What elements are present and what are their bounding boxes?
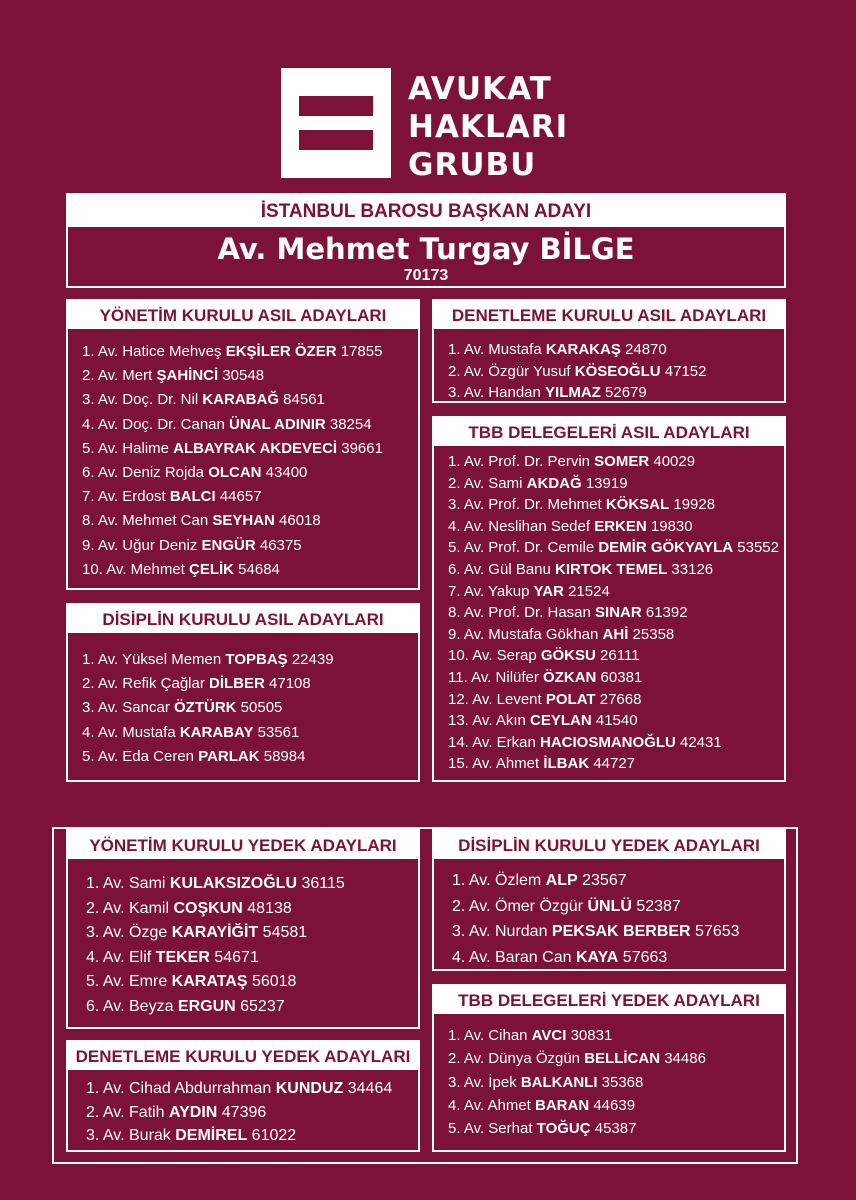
candidate-number: 27668 — [595, 690, 642, 708]
candidate-surname: ÇELİK — [189, 560, 234, 578]
candidate-surname: BARAN — [535, 1096, 590, 1114]
candidate-surname: ERGUN — [177, 997, 236, 1015]
panel-yonetim-asil — [66, 299, 420, 590]
candidate-number: 44657 — [215, 488, 262, 506]
list-item — [82, 364, 418, 388]
candidate-number: 40029 — [649, 453, 696, 470]
candidate-surname: SEYHAN — [212, 512, 275, 530]
candidate-prefix: 5. Av. Eda Ceren — [82, 747, 199, 765]
candidate-number: 47152 — [660, 362, 707, 380]
candidate-number: 57653 — [690, 923, 740, 940]
candidate-surname: ÜNLÜ — [587, 897, 632, 915]
candidate-number: 61022 — [247, 1127, 297, 1144]
candidate-prefix: 2. Av. Kamil — [86, 899, 174, 917]
candidate-surname: KIRTOK TEMEL — [555, 560, 668, 578]
list-item — [448, 1117, 784, 1140]
candidate-number: 21524 — [563, 582, 610, 600]
list-item — [86, 1101, 418, 1125]
panel-title: DİSİPLİN KURULU ASIL ADAYLARI — [68, 605, 418, 633]
candidate-surname: ALP — [545, 872, 578, 889]
candidate-surname: TOĞUÇ — [536, 1120, 591, 1138]
candidate-prefix: 6. Av. Deniz Rojda — [82, 464, 209, 482]
panel-title: YÖNETİM KURULU YEDEK ADAYLARI — [68, 831, 418, 859]
candidate-prefix: 7. Av. Yakup — [448, 582, 534, 600]
candidate-prefix: 1. Av. Sami — [86, 875, 170, 892]
panel-title: TBB DELEGELERİ ASIL ADAYLARI — [434, 418, 784, 446]
candidate-number: 44727 — [589, 755, 636, 773]
logo-line: GRUBU — [408, 147, 537, 183]
candidate-number: 47108 — [264, 675, 311, 693]
list-item — [82, 509, 418, 533]
candidate-surname: ALBAYRAK AKDEVECİ — [173, 439, 338, 457]
candidate-surname: KUNDUZ — [275, 1080, 344, 1097]
candidate-number: 25358 — [628, 625, 675, 643]
candidate-surname: KÖKSAL — [605, 496, 670, 514]
candidate-surname: AYDIN — [169, 1103, 218, 1121]
candidate-prefix: 3. Av. Özge — [86, 924, 172, 941]
candidate-number: 47396 — [217, 1103, 267, 1121]
list-item — [86, 1077, 418, 1101]
candidate-surname: ENGÜR — [201, 536, 256, 554]
candidate-prefix: 4. Av. Mustafa — [82, 723, 180, 741]
logo-line: AVUKAT — [408, 71, 552, 107]
candidate-number: 39661 — [337, 439, 383, 457]
candidate-prefix: 10. Av. Serap — [448, 647, 541, 665]
candidate-prefix: 1. Av. Cihad Abdurrahman — [86, 1080, 276, 1097]
candidate-surname: AHİ — [602, 625, 629, 643]
candidate-surname: AKDAĞ — [526, 474, 582, 492]
list-item — [448, 753, 784, 775]
logo-bar-top — [299, 96, 373, 116]
candidate-number: 54684 — [234, 560, 280, 578]
panel-yonetim-yedek — [66, 829, 420, 1029]
candidate-surname: DEMİREL — [175, 1127, 248, 1144]
candidate-number: 54581 — [258, 924, 308, 941]
panel-title: DENETLEME KURULU ASIL ADAYLARI — [434, 301, 784, 329]
candidate-prefix: 5. Av. Emre — [86, 973, 172, 990]
list-item — [448, 645, 784, 667]
list-item — [86, 995, 418, 1020]
candidate-prefix: 4. Av. Ahmet — [448, 1096, 535, 1114]
candidate-surname: KAYA — [575, 948, 619, 966]
list-item — [448, 732, 784, 754]
candidate-surname: COŞKUN — [173, 899, 243, 917]
candidate-prefix: 7. Av. Erdost — [82, 488, 170, 506]
logo-mark — [281, 68, 391, 178]
candidate-prefix: 14. Av. Erkan — [448, 733, 540, 751]
candidate-number: 38254 — [325, 415, 372, 433]
candidate-surname: KULAKSIZOĞLU — [169, 875, 297, 892]
candidate-number: 19928 — [669, 496, 716, 514]
candidate-prefix: 2. Av. Refik Çağlar — [82, 675, 210, 693]
candidate-surname: YILMAZ — [545, 384, 601, 401]
list-item — [82, 461, 418, 485]
candidate-number: 24870 — [620, 341, 667, 358]
candidate-prefix: 3. Av. İpek — [448, 1073, 521, 1091]
list-item — [448, 451, 784, 473]
candidate-prefix: 8. Av. Mehmet Can — [82, 512, 213, 530]
candidate-prefix: 4. Av. Baran Can — [452, 948, 576, 966]
logo-bar-bottom — [299, 130, 373, 150]
candidate-surname: SOMER — [594, 453, 650, 470]
list-item — [452, 894, 784, 920]
list-item — [448, 1094, 784, 1117]
list-item — [448, 689, 784, 711]
candidate-prefix: 4. Av. Neslihan Sedef — [448, 517, 595, 535]
candidate-surname: SINAR — [595, 604, 642, 622]
candidate-surname: DEMİR GÖKYAYLA — [598, 539, 734, 557]
candidate-number: 52679 — [600, 384, 647, 401]
candidate-prefix: 2. Av. Dünya Özgün — [448, 1050, 585, 1068]
list-item — [448, 710, 784, 732]
candidate-surname: KARABAĞ — [202, 391, 279, 409]
avukat-haklari-logo — [281, 68, 581, 186]
candidate-number: 57663 — [618, 948, 668, 966]
candidate-surname: DİLBER — [209, 675, 265, 693]
candidate-surname: AVCI — [531, 1027, 567, 1044]
candidate-prefix: 2. Av. Mert — [82, 367, 157, 385]
list-item — [448, 559, 784, 581]
candidate-number: 46375 — [255, 536, 302, 554]
candidate-surname: ŞAHİNCİ — [156, 367, 219, 385]
list-item — [448, 1071, 784, 1094]
panel-denetleme-yedek — [66, 1040, 420, 1152]
candidate-prefix: 6. Av. Gül Banu — [448, 560, 556, 578]
president-candidate-box — [66, 193, 786, 288]
candidate-prefix: 2. Av. Ömer Özgür — [452, 897, 588, 915]
candidate-number: 65237 — [235, 997, 285, 1015]
candidate-number: 36115 — [297, 875, 345, 892]
list-item — [82, 745, 418, 769]
list-item — [86, 1124, 418, 1148]
list-item — [82, 437, 418, 461]
panel-denetleme-asil — [432, 299, 786, 403]
candidate-surname: ÜNAL ADINIR — [229, 415, 326, 433]
candidate-surname: POLAT — [545, 690, 596, 708]
list-item — [448, 602, 784, 624]
candidate-prefix: 1. Av. Cihan — [448, 1027, 532, 1044]
candidate-number: 35368 — [597, 1073, 644, 1091]
candidate-surname: KARAKAŞ — [545, 341, 621, 358]
candidate-number: 30548 — [218, 367, 265, 385]
candidate-prefix: 13. Av. Akın — [448, 712, 531, 730]
list-item — [82, 558, 418, 582]
candidate-number: 26111 — [595, 647, 640, 665]
candidate-prefix: 1. Av. Hatice Mehveş — [82, 343, 226, 360]
list-item — [452, 919, 784, 945]
candidate-list — [68, 329, 418, 582]
candidate-surname: KARAYİĞİT — [171, 924, 259, 941]
candidate-prefix: 2. Av. Özgür Yusuf — [448, 362, 575, 380]
list-item — [82, 648, 418, 672]
candidate-number: 45387 — [590, 1120, 637, 1138]
candidate-number: 43400 — [261, 464, 308, 482]
panel-title: TBB DELEGELERİ YEDEK ADAYLARI — [434, 986, 784, 1014]
candidate-number: 42431 — [675, 733, 722, 751]
list-item — [86, 921, 418, 946]
list-item — [448, 537, 784, 559]
candidate-surname: KARABAY — [179, 723, 254, 741]
candidate-list — [434, 446, 784, 775]
candidate-number: 50505 — [236, 699, 283, 717]
candidate-surname: PEKSAK BERBER — [551, 923, 691, 940]
list-item — [82, 696, 418, 720]
list-item — [86, 946, 418, 971]
candidate-number: 53552 — [733, 539, 779, 557]
candidate-number: 34464 — [343, 1080, 393, 1097]
candidate-prefix: 1. Av. Yüksel Memen — [82, 651, 226, 668]
panel-disiplin-yedek — [432, 829, 786, 971]
candidate-surname: ÖZTÜRK — [174, 699, 237, 717]
list-item — [452, 945, 784, 971]
candidate-prefix: 10. Av. Mehmet — [82, 560, 189, 578]
list-item — [86, 970, 418, 995]
candidate-list — [68, 859, 418, 1019]
candidate-number: 17855 — [336, 343, 383, 360]
candidate-prefix: 9. Av. Uğur Deniz — [82, 536, 202, 554]
candidate-prefix: 3. Av. Nurdan — [452, 923, 552, 940]
panel-title: DİSİPLİN KURULU YEDEK ADAYLARI — [434, 831, 784, 859]
candidate-number: 61392 — [641, 604, 688, 622]
candidate-prefix: 15. Av. Ahmet — [448, 755, 544, 773]
list-item — [86, 897, 418, 922]
list-item — [82, 534, 418, 558]
list-item — [448, 494, 784, 516]
candidate-surname: YAR — [533, 582, 564, 600]
candidate-prefix: 3. Av. Doç. Dr. Nil — [82, 391, 203, 409]
candidate-prefix: 2. Av. Sami — [448, 474, 527, 492]
candidate-prefix: 2. Av. Fatih — [86, 1103, 170, 1121]
candidate-surname: TOPBAŞ — [225, 651, 288, 668]
candidate-surname: BALKANLI — [520, 1073, 598, 1091]
list-item — [448, 667, 784, 689]
candidate-prefix: 8. Av. Prof. Dr. Hasan — [448, 604, 596, 622]
panel-tbb-asil — [432, 416, 786, 782]
list-item — [448, 339, 784, 361]
list-item — [82, 388, 418, 412]
list-item — [448, 581, 784, 603]
logo-line: HAKLARI — [408, 109, 569, 145]
candidate-number: 70173 — [403, 267, 449, 284]
list-item — [452, 868, 784, 894]
candidate-name: Av. Mehmet Turgay BİLGE — [217, 232, 635, 266]
candidate-list — [434, 1014, 784, 1140]
candidate-surname: KÖSEOĞLU — [574, 362, 661, 380]
panel-tbb-yedek — [432, 984, 786, 1152]
candidate-number: 53561 — [253, 723, 300, 741]
candidate-list — [68, 633, 418, 769]
list-item — [86, 872, 418, 897]
candidate-prefix: 1. Av. Mustafa — [448, 341, 546, 358]
candidate-prefix: 3. Av. Sancar — [82, 699, 174, 717]
candidate-surname: ÖZKAN — [543, 668, 597, 686]
candidate-surname: BALCI — [169, 488, 216, 506]
candidate-number: 34486 — [660, 1050, 706, 1068]
list-item — [82, 721, 418, 745]
panel-disiplin-asil — [66, 603, 420, 782]
candidate-number: 60381 — [596, 668, 643, 686]
candidate-prefix: 9. Av. Mustafa Gökhan — [448, 625, 603, 643]
list-item — [448, 382, 784, 404]
list-item — [82, 340, 418, 364]
candidate-number: 58984 — [259, 747, 306, 765]
candidate-surname: İLBAK — [543, 755, 590, 773]
panel-title: YÖNETİM KURULU ASIL ADAYLARI — [68, 301, 418, 329]
candidate-surname: BELLİCAN — [584, 1050, 661, 1068]
candidate-list — [434, 329, 784, 404]
candidate-number: 33126 — [667, 560, 714, 578]
candidate-prefix: 5. Av. Halime — [82, 439, 174, 457]
list-item — [448, 361, 784, 383]
candidate-number: 52387 — [631, 897, 681, 915]
candidate-surname: GÖKSU — [540, 647, 596, 665]
candidate-list — [68, 1070, 418, 1148]
candidate-number: 44639 — [589, 1096, 636, 1114]
candidate-number: 84561 — [279, 391, 325, 409]
candidate-prefix: 12. Av. Levent — [448, 690, 546, 708]
list-item — [448, 516, 784, 538]
list-item — [448, 1024, 784, 1047]
candidate-number: 19830 — [646, 517, 693, 535]
candidate-surname: CEYLAN — [530, 712, 592, 730]
candidate-number: 13919 — [581, 474, 628, 492]
candidate-surname: ERKEN — [594, 517, 647, 535]
candidate-number: 48138 — [242, 899, 292, 917]
candidate-prefix: 3. Av. Burak — [86, 1127, 176, 1144]
candidate-number: 22439 — [287, 651, 334, 668]
candidate-number: 54671 — [209, 948, 259, 966]
candidate-number: 23567 — [577, 872, 627, 889]
list-item — [448, 473, 784, 495]
candidate-prefix: 4. Av. Doç. Dr. Canan — [82, 415, 230, 433]
candidate-prefix: 4. Av. Elif — [86, 948, 156, 966]
candidate-header: İSTANBUL BAROSU BAŞKAN ADAYI — [68, 195, 784, 227]
list-item — [448, 1047, 784, 1070]
candidate-surname: PARLAK — [198, 747, 260, 765]
list-item — [82, 672, 418, 696]
list-item — [82, 413, 418, 437]
candidate-surname: EKŞİLER ÖZER — [225, 343, 337, 360]
candidate-prefix: 5. Av. Serhat — [448, 1120, 537, 1138]
candidate-surname: OLCAN — [208, 464, 262, 482]
candidate-list — [434, 859, 784, 970]
panel-title: DENETLEME KURULU YEDEK ADAYLARI — [68, 1042, 418, 1070]
candidate-prefix: 1. Av. Prof. Dr. Pervin — [448, 453, 595, 470]
candidate-prefix: 11. Av. Nilüfer — [448, 668, 544, 686]
candidate-surname: HACIOSMANOĞLU — [540, 733, 676, 751]
list-item — [82, 485, 418, 509]
candidate-number: 41540 — [591, 712, 638, 730]
candidate-number: 30831 — [566, 1027, 613, 1044]
candidate-number: 46018 — [274, 512, 321, 530]
candidate-prefix: 3. Av. Handan — [448, 384, 546, 401]
list-item — [448, 624, 784, 646]
candidate-surname: KARATAŞ — [171, 973, 248, 990]
candidate-number: 56018 — [247, 973, 297, 990]
candidate-prefix: 6. Av. Beyza — [86, 997, 178, 1015]
logo-wordmark — [408, 70, 568, 184]
candidate-prefix: 5. Av. Prof. Dr. Cemile — [448, 539, 599, 557]
candidate-prefix: 1. Av. Özlem — [452, 872, 546, 889]
candidate-surname: TEKER — [155, 948, 210, 966]
candidate-prefix: 3. Av. Prof. Dr. Mehmet — [448, 496, 606, 514]
